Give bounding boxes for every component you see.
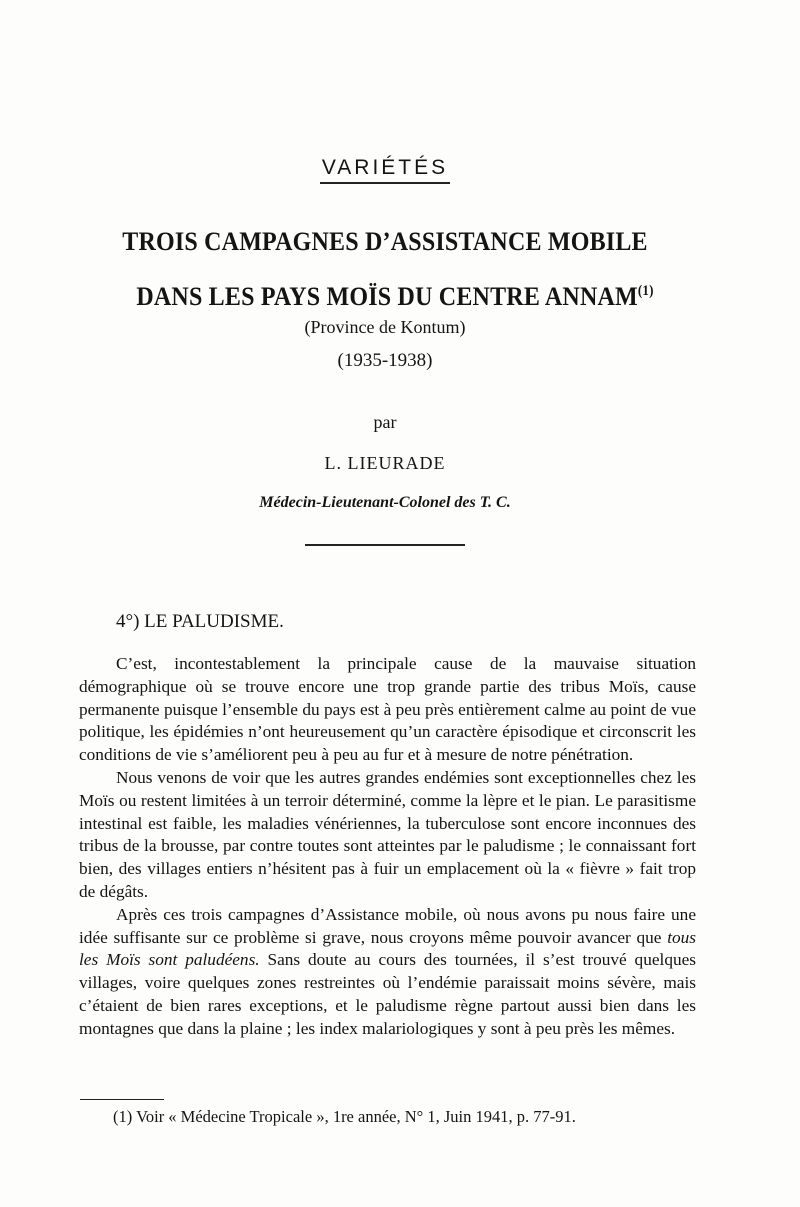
author-affiliation: Médecin-Lieutenant-Colonel des T. C. (259, 494, 511, 511)
section-subheading: 4°) LE PALUDISME. (116, 611, 284, 632)
article-title-line-2-text: DANS LES PAYS MOÏS DU CENTRE ANNAM (136, 282, 638, 312)
province-subtitle: (Province de Kontum) (304, 317, 466, 337)
paragraph-3-emphasis: tous les Moïs sont paludéens. (79, 927, 696, 970)
article-title-line-1: TROIS CAMPAGNES D’ASSISTANCE MOBILE (122, 227, 648, 257)
byline-par: par (373, 412, 397, 432)
paragraph-3-start: Après ces trois campagnes d’Assistance mobile, où nous avons pu nous faire une idée suffisante sur ce problème si grave, nous croyons même pouvoir avancer que (79, 904, 696, 947)
author-name: L. LIEURADE (324, 453, 446, 473)
paragraph-1: C’est, incontestablement la principale cause de la mauvaise situation démographique où se trouve encore une trop grande partie des tribus Moïs, cause permanente puisque l’ensemble du pays est à peu près entièrement calme au point de vue politique, les épidémies n’ont heureusement qu’un caractère épisodique et circonscrit les conditions de vie s’améliorent peu à peu au fur et à mesure de notre pénétration. (79, 654, 696, 765)
footnote-divider (80, 1099, 164, 1100)
paragraph-2: Nous venons de voir que les autres grandes endémies sont exceptionnelles chez les Moïs ou restent limitées à un terroir déterminé, comme la lèpre et le pian. Le parasitisme intestinal est faible, les maladies vénériennes, la tuberculose sont encore inconnues des tribus de la brousse, par contre toutes sont atteintes par le paludisme ; le connaissant fort bien, des villages entiers n’hésitent pas à fuir un emplacement où la « fièvre » fait trop de dégâts. (79, 767, 696, 901)
footnote: (1) Voir « Médecine Tropicale », 1re année, N° 1, Juin 1941, p. 77-91. (113, 1107, 576, 1126)
years-subtitle: (1935-1938) (337, 350, 433, 371)
section-heading (0, 156, 770, 184)
paragraph-3 (79, 904, 696, 1041)
paragraph-3-end: Sans doute au cours des tournées, il s’est trouvé quelques villages, voire quelques zones restreintes où l’endémie paraissait moins sévère, mais c’étaient de bien rares exceptions, et le paludisme règne partout aussi bien dans les montagnes que dans la plaine ; les index malariologiques y sont à peu près les mêmes. (79, 950, 696, 1038)
article-title-line-2 (10, 281, 780, 312)
section-heading-text: VARIÉTÉS (320, 156, 450, 184)
title-footnote-mark: (1) (637, 281, 654, 299)
title-divider (305, 544, 465, 546)
article-body (79, 653, 696, 1041)
